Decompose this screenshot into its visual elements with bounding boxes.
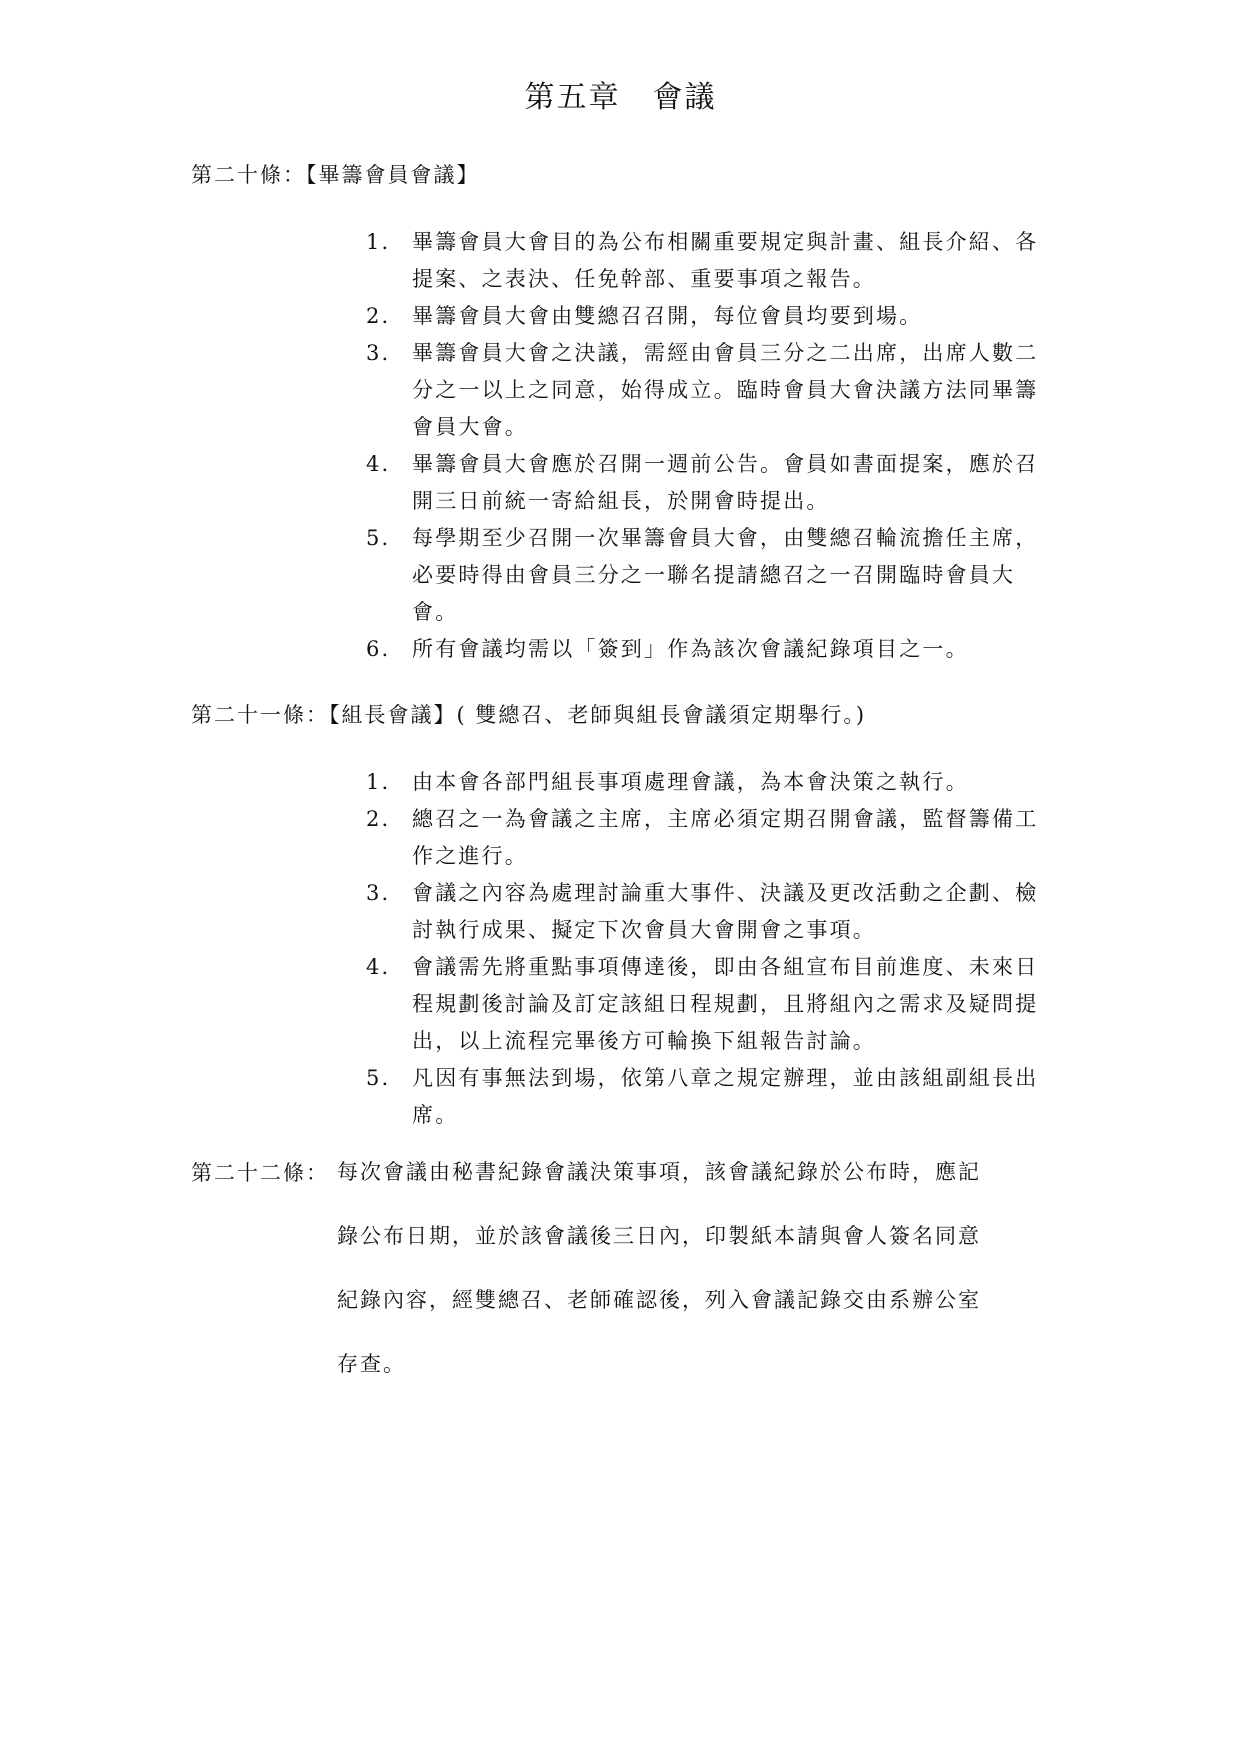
list-item [366, 446, 1044, 520]
article-22-line: 紀錄內容，經雙總召、老師確認後，列入會議記錄交由系辦公室 [337, 1288, 981, 1312]
item-number: 4. [366, 955, 391, 979]
list-item [366, 520, 1044, 631]
item-number: 4. [366, 452, 391, 476]
item-text: 畢籌會員大會應於召開一週前公告。會員如書面提案，應於召開三日前統一寄給組長，於開會時提出。 [412, 452, 1039, 513]
article-22-line: 存查。 [337, 1352, 406, 1376]
item-text: 由本會各部門組長事項處理會議，為本會決策之執行。 [412, 770, 969, 794]
item-text: 會議之內容為處理討論重大事件、決議及更改活動之企劃、檢討執行成果、擬定下次會員大會開會之事項。 [412, 881, 1039, 942]
item-number: 6. [366, 637, 391, 661]
article-22-label: 第二十二條： [191, 1161, 329, 1185]
item-number: 1. [366, 770, 391, 794]
list-item [366, 764, 1044, 801]
item-number: 3. [366, 341, 391, 365]
article-21-heading: 第二十一條：【組長會議】( 雙總召、老師與組長會議須定期舉行。) [191, 703, 867, 727]
list-item [366, 298, 1044, 335]
item-text: 凡因有事無法到場，依第八章之規定辦理，並由該組副組長出席。 [412, 1066, 1039, 1127]
item-text: 會議需先將重點事項傳達後，即由各組宣布目前進度、未來日程規劃後討論及訂定該組日程規劃，且將組內之需求及疑問提出，以上流程完畢後方可輪換下組報告討論。 [412, 955, 1039, 1053]
item-text: 畢籌會員大會目的為公布相關重要規定與計畫、組長介紹、各提案、之表決、任免幹部、重要事項之報告。 [412, 230, 1039, 291]
item-number: 2. [366, 807, 391, 831]
list-item [366, 801, 1044, 875]
list-item [366, 335, 1044, 446]
item-text: 所有會議均需以「簽到」作為該次會議紀錄項目之一。 [412, 637, 969, 661]
item-number: 3. [366, 881, 391, 905]
item-text: 每學期至少召開一次畢籌會員大會，由雙總召輪流擔任主席，必要時得由會員三分之一聯名提請總召之一召開臨時會員大會。 [412, 526, 1039, 624]
item-number: 5. [366, 526, 391, 550]
list-item [366, 1060, 1044, 1134]
item-text: 總召之一為會議之主席，主席必須定期召開會議，監督籌備工作之進行。 [412, 807, 1039, 868]
item-number: 5. [366, 1066, 391, 1090]
list-item [366, 875, 1044, 949]
item-number: 2. [366, 304, 391, 328]
item-text: 畢籌會員大會之決議，需經由會員三分之二出席，出席人數二分之一以上之同意，始得成立。臨時會員大會決議方法同畢籌會員大會。 [412, 341, 1039, 439]
article-22-line: 每次會議由秘書紀錄會議決策事項，該會議紀錄於公布時，應記 [337, 1160, 981, 1184]
article-21-list [366, 764, 1044, 1134]
article-22-line: 錄公布日期，並於該會議後三日內，印製紙本請與會人簽名同意 [337, 1224, 981, 1248]
article-20-list [366, 224, 1044, 668]
list-item [366, 224, 1044, 298]
list-item [366, 631, 1044, 668]
article-20-heading: 第二十條：【畢籌會員會議】 [191, 163, 480, 187]
list-item [366, 949, 1044, 1060]
chapter-title: 第五章 會議 [524, 80, 717, 115]
item-number: 1. [366, 230, 391, 254]
item-text: 畢籌會員大會由雙總召召開，每位會員均要到場。 [412, 304, 923, 328]
